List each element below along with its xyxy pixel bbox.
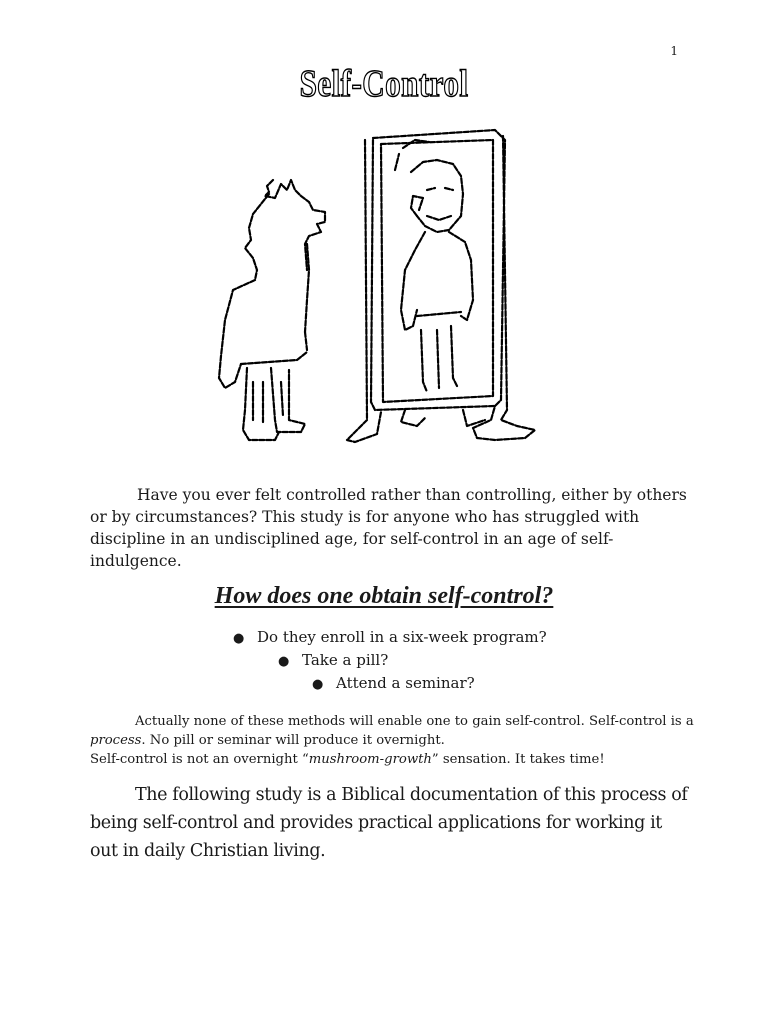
man-looking-in-mirror-illustration [205,120,550,455]
bullet-icon: ● [312,677,324,692]
methods-paragraph [90,712,700,769]
bullet-text: Take a pill? [302,651,389,669]
intro-paragraph: Have you ever felt controlled rather than controlling, either by others or by circumstances? This study is for anyone who has struggled with discipline in an undisciplined age, for self-control in an age of self-indulgence. [90,486,687,570]
bullet-text: Do they enroll in a six-week program? [257,628,547,646]
para2-text-a: Actually none of these methods will enable one to gain self-control. Self-control is a [135,714,694,729]
process-emphasis: process [90,733,142,748]
study-description-paragraph [90,781,690,865]
mushroom-growth-emphasis: mushroom-growth [308,752,432,767]
page-title: Self-Control [299,63,469,105]
bullet-item [233,628,547,646]
mirror-reflection [395,140,473,392]
bullet-text: Attend a seminar? [336,674,475,692]
para2-text-c: Self-control is not an overnight “ [90,752,309,767]
man-figure [219,180,325,440]
bullet-item [278,651,388,669]
para2-text-b: . No pill or seminar will produce it overnight. [141,733,445,748]
para3-text: The following study is a Biblical documentation of this process of being self-control and provides practical applications for working it out in daily Christian living. [90,785,688,861]
page-number: 1 [670,44,678,58]
bullet-icon: ● [278,654,290,669]
mirror-frame [347,130,535,442]
section-heading: How does one obtain self-control? [214,583,554,609]
para2-text-d: ” sensation. It takes time! [431,752,605,767]
bullet-icon: ● [233,631,245,646]
bullet-item [312,674,475,692]
